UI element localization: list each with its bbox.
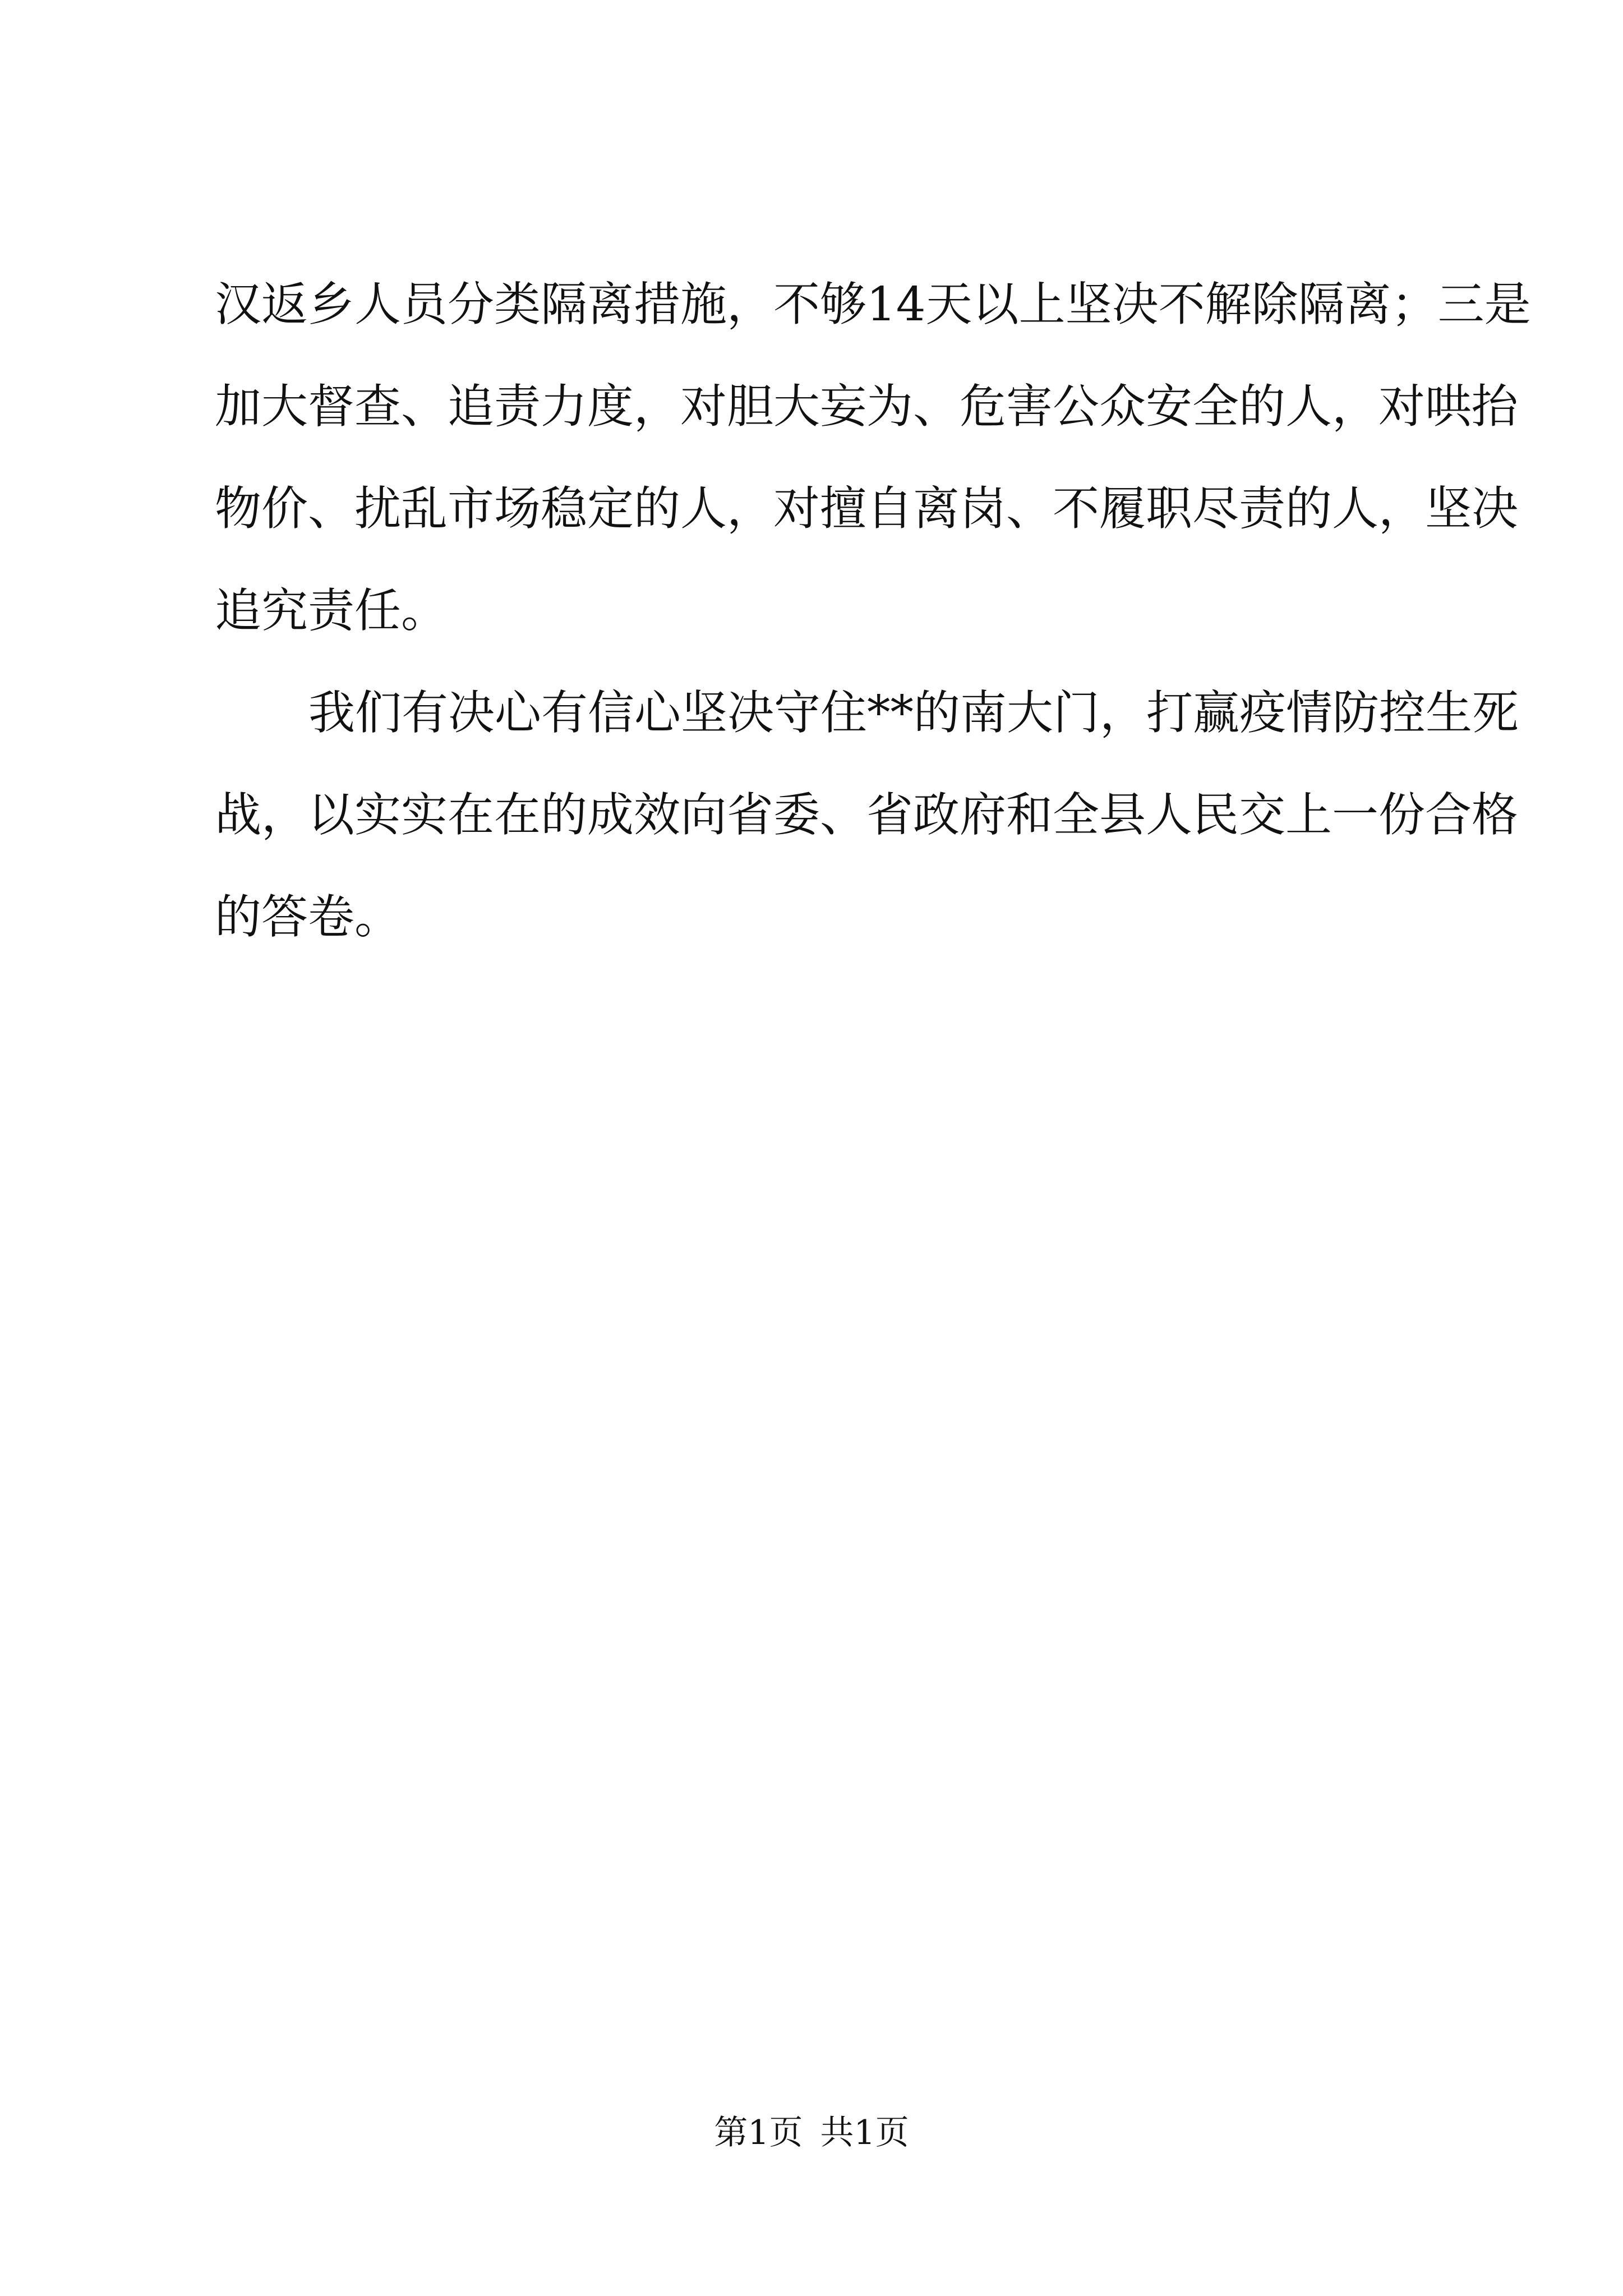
paragraph-1-line-2: 加大督查、追责力度，对胆大妄为、危害公众安全的人，对哄抬: [215, 379, 1518, 434]
paragraph-2: [215, 662, 1519, 968]
paragraph-2-line-1: 我们有决心有信心坚决守住**的南大门，打赢疫情防控生死: [308, 685, 1519, 740]
page-footer: [0, 2110, 1623, 2155]
paragraph-1-line-1: 汉返乡人员分类隔离措施，不够14天以上坚决不解除隔离；三是: [215, 277, 1531, 332]
paragraph-1: [215, 254, 1531, 662]
paragraph-2-line-3: 的答卷。: [215, 890, 401, 944]
page-number-current: 第1页: [714, 2113, 803, 2152]
paragraph-2-line-2: 战，以实实在在的成效向省委、省政府和全县人民交上一份合格: [215, 788, 1518, 842]
paragraph-1-line-3: 物价、扰乱市场稳定的人，对擅自离岗、不履职尽责的人，坚决: [215, 481, 1518, 536]
paragraph-1-line-4: 追究责任。: [215, 583, 448, 638]
document-body: [215, 254, 1531, 968]
page-number-total: 共1页: [820, 2113, 909, 2152]
